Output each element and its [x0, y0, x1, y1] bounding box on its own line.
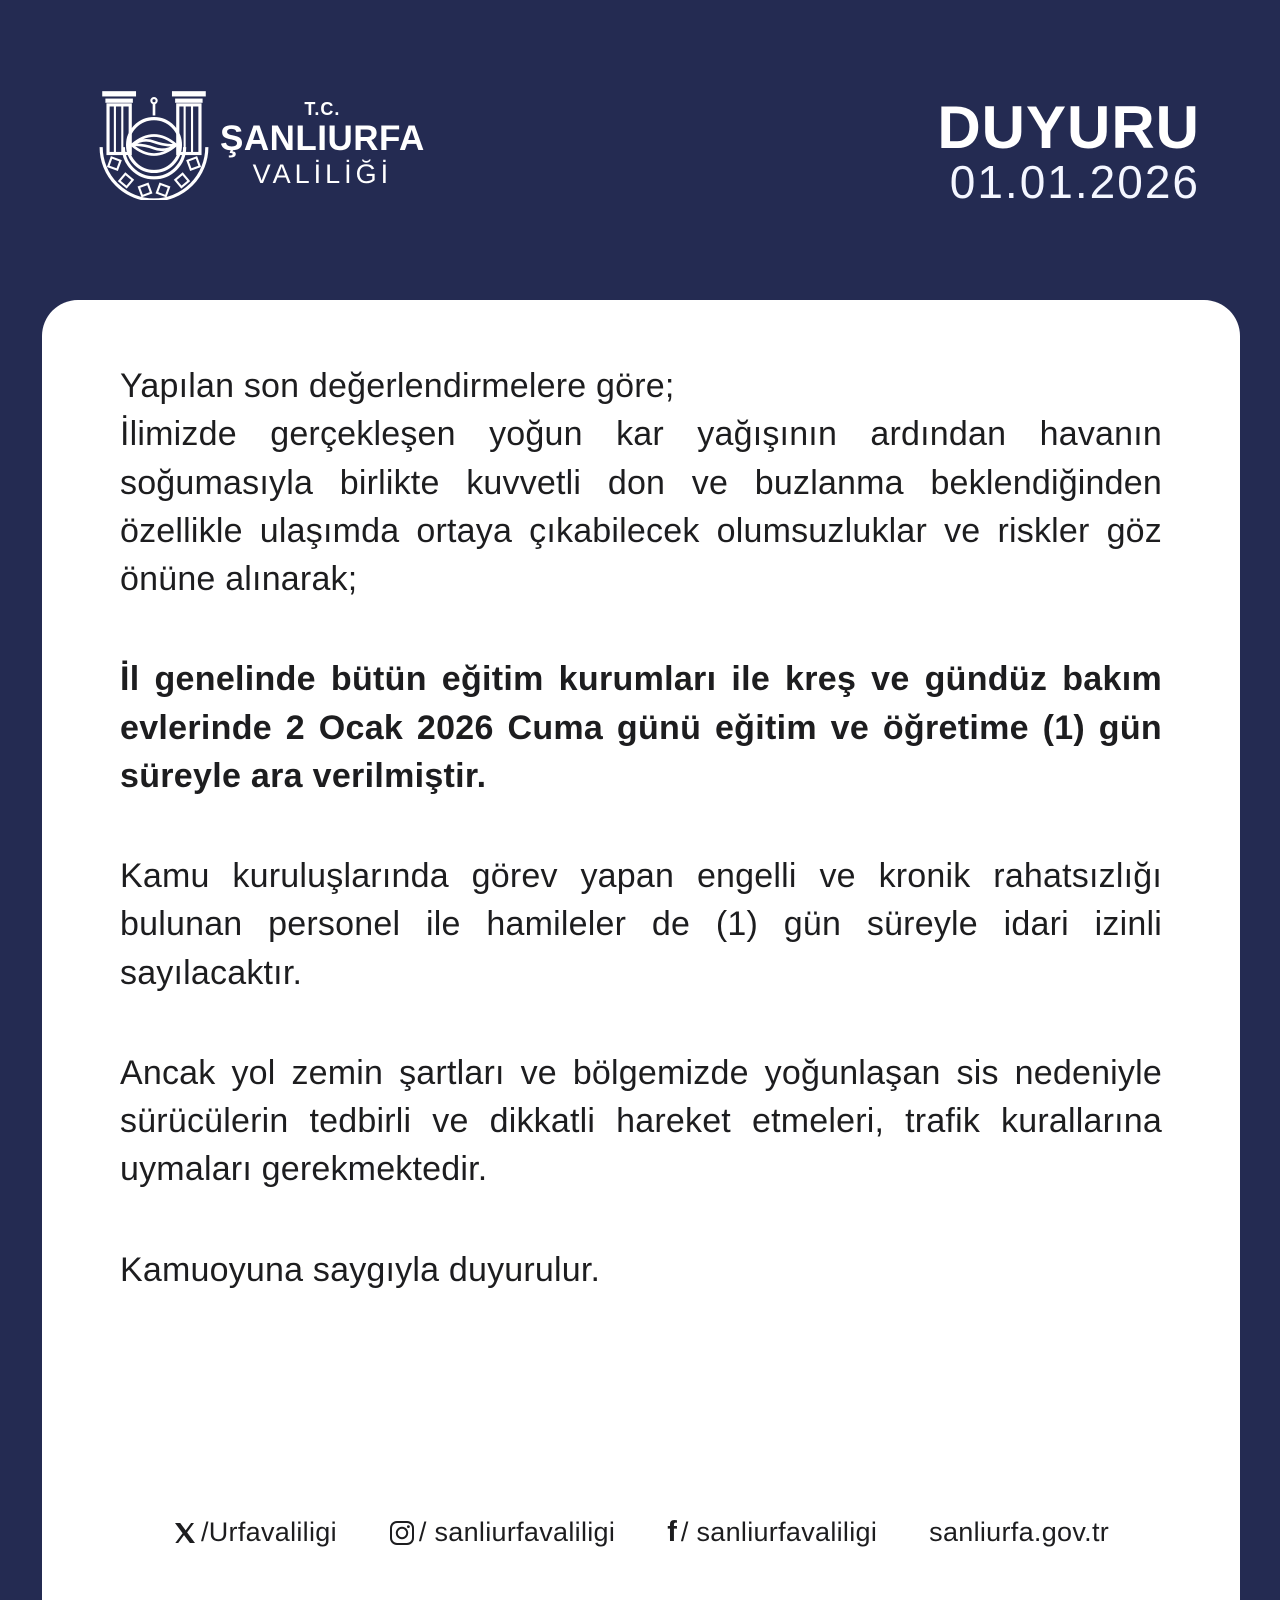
governorship-name [220, 99, 425, 189]
social-link-x[interactable]: /Urfavaliligi [173, 1517, 337, 1548]
paragraph-weather: İlimizde gerçekleşen yoğun kar yağışının ardından havanın soğumasıyla birlikte kuvvetli don ve buzlanma beklendiğinden özellikle ulaşımda ortaya çıkabilecek olumsuzluklar ve riskler göz önüne alınarak; [120, 415, 1162, 599]
announcement-card [42, 300, 1240, 1600]
paragraph-school-closure: İl genelinde bütün eğitim kurumları ile kreş ve gündüz bakım evlerinde 2 Ocak 2026 Cuma günü eğitim ve öğretime (1) gün süreyle ara verilmiştir. [120, 660, 1162, 795]
facebook-icon: f [667, 1516, 677, 1548]
org-name: ŞANLIURFA [220, 119, 425, 159]
social-link-instagram[interactable]: / sanliurfavaliligi [389, 1517, 615, 1548]
x-icon [173, 1521, 197, 1545]
sanliurfa-valiligi-logo-icon [98, 88, 210, 200]
announcement-date: 01.01.2026 [949, 156, 1200, 208]
instagram-icon [389, 1520, 415, 1546]
paragraph-intro: Yapılan son değerlendirmelere göre; [120, 367, 675, 405]
announcement-title: DUYURU [937, 94, 1200, 161]
paragraph-traffic-warning: Ancak yol zemin şartları ve bölgemizde yoğunlaşan sis nedeniyle sürücülerin tedbirli ve dikkatli hareket etmeleri, trafik kurallarına uymaları gerekmektedir. [120, 1053, 1162, 1189]
paragraph-public-personnel: Kamu kuruluşlarında görev yapan engelli ve kronik rahatsızlığı bulunan personel ile hamileler de (1) gün süreyle idari izinli sayılacaktır. [120, 857, 1162, 992]
org-tc: T.C. [304, 99, 341, 120]
announcement-header [937, 94, 1200, 208]
org-subtitle: VALİLİĞİ [252, 158, 393, 189]
social-link-facebook[interactable]: f / sanliurfavaliligi [667, 1516, 878, 1548]
page-header [0, 0, 1280, 300]
social-links-bar [42, 1517, 1240, 1548]
paragraph-closing: Kamuoyuna saygıyla duyurulur. [120, 1250, 601, 1289]
website-link[interactable]: sanliurfa.gov.tr [929, 1517, 1110, 1547]
governorship-brand [98, 88, 425, 200]
